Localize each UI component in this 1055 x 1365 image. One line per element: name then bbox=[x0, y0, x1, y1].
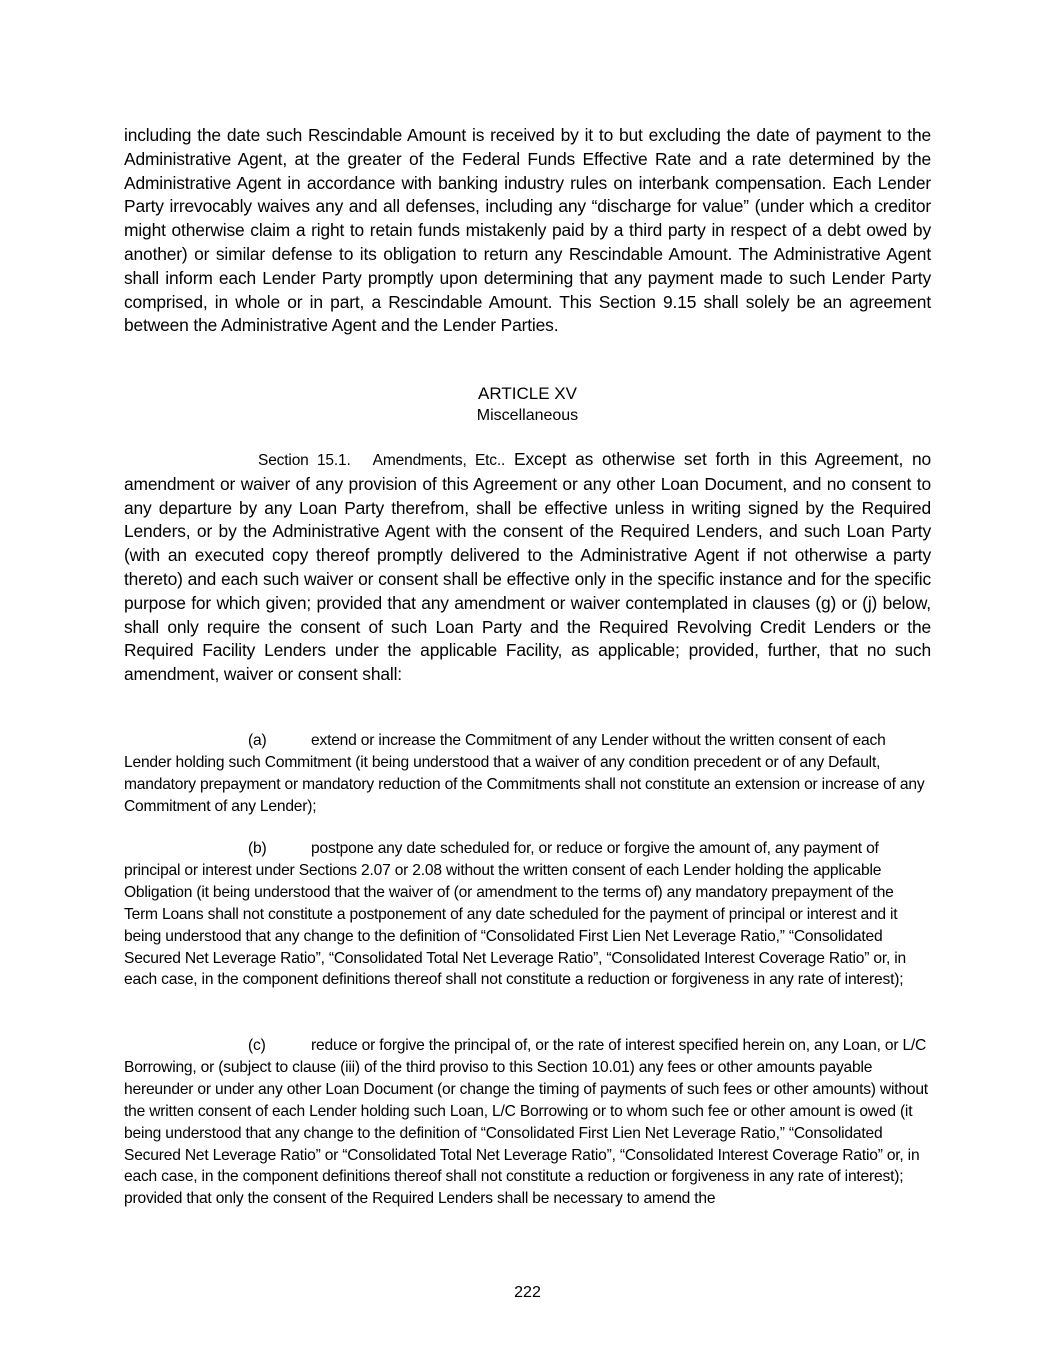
page-number: 222 bbox=[514, 1284, 541, 1301]
clause-text: extend or increase the Commitment of any Lender without the written consent of each Lender holding such Commitment (it being understood that a waiver of any condition precedent or of any Default, mandatory prepayment or mandatory reduction of the Commitments shall not constitute an extension or increase of any Commitment of any Lender); bbox=[124, 732, 925, 815]
clause-c bbox=[124, 1035, 931, 1210]
clause-b bbox=[124, 838, 931, 991]
clause-marker: (c) bbox=[248, 1037, 266, 1054]
clause-marker: (b) bbox=[248, 840, 267, 857]
section-caption: Amendments, Etc.. bbox=[372, 452, 506, 469]
clause-a bbox=[124, 730, 931, 818]
section-number: Section 15.1. bbox=[258, 452, 351, 469]
clause-marker: (a) bbox=[248, 732, 267, 749]
continuation-paragraph: including the date such Rescindable Amount is received by it to but excluding the date of payment to the Administrative Agent, at the greater of the Federal Funds Effective Rate and a rate determined by the Administrative Agent in accordance with banking industry rules on interbank compensation. Each Lender Party irrevocably waives any and all defenses, including any “discharge for value” (under which a creditor might otherwise claim a right to retain funds mistakenly paid by a third party in respect of a debt owed by another) or similar defense to its obligation to return any Rescindable Amount. The Administrative Agent shall inform each Lender Party promptly upon determining that any payment made to such Lender Party comprised, in whole or in part, a Rescindable Amount. This Section 9.15 shall solely be an agreement between the Administrative Agent and the Lender Parties. bbox=[124, 125, 931, 336]
section-15-1-paragraph bbox=[124, 448, 931, 687]
clause-text: reduce or forgive the principal of, or the rate of interest specified herein on, any Loan, or L/C Borrowing, or (subject to clause (iii) of the third proviso to this Section 10.01) any fees or other amounts payable hereunder or under any other Loan Document (or change the timing of payments of such fees or other amounts) without the written consent of each Lender holding such Loan, L/C Borrowing or to whom such fee or other amount is owed (it being understood that any change to the definition of “Consolidated First Lien Net Leverage Ratio,” “Consolidated Secured Net Leverage Ratio” or “Consolidated Total Net Leverage Ratio”, “Consolidated Interest Coverage Ratio” or, in each case, in the component definitions thereof shall not constitute a reduction or forgiveness in any rate of interest); provided that only the consent of the Required Lenders shall be necessary to amend the bbox=[124, 1037, 928, 1208]
article-title: ARTICLE XV bbox=[478, 384, 577, 403]
section-body-text: Except as otherwise set forth in this Agreement, no amendment or waiver of any provision of this Agreement or any other Loan Document, and no consent to any departure by any Loan Party therefrom, shall be effective unless in writing signed by the Required Lenders, or by the Administrative Agent with the consent of the Required Lenders, and such Loan Party (with an executed copy thereof promptly delivered to the Administrative Agent if not otherwise a party thereto) and each such waiver or consent shall be effective only in the specific instance and for the specific purpose for which given; provided that any amendment or waiver contemplated in clauses (g) or (j) below, shall only require the consent of such Loan Party and the Required Revolving Credit Lenders or the Required Facility Lenders under the applicable Facility, as applicable; provided, further, that no such amendment, waiver or consent shall: bbox=[124, 449, 931, 685]
article-subtitle: Miscellaneous bbox=[476, 407, 579, 424]
clause-text: postpone any date scheduled for, or reduce or forgive the amount of, any payment of principal or interest under Sections 2.07 or 2.08 without the written consent of each Lender holding the applicable Obligation (it being understood that the waiver of (or amendment to the terms of) any mandatory prepayment of the Term Loans shall not constitute a postponement of any date scheduled for the payment of principal or interest and it being understood that any change to the definition of “Consolidated First Lien Net Leverage Ratio,” “Consolidated Secured Net Leverage Ratio”, “Consolidated Total Net Leverage Ratio”, “Consolidated Interest Coverage Ratio” or, in each case, in the component definitions thereof shall not constitute a reduction or forgiveness in any rate of interest); bbox=[124, 840, 906, 989]
